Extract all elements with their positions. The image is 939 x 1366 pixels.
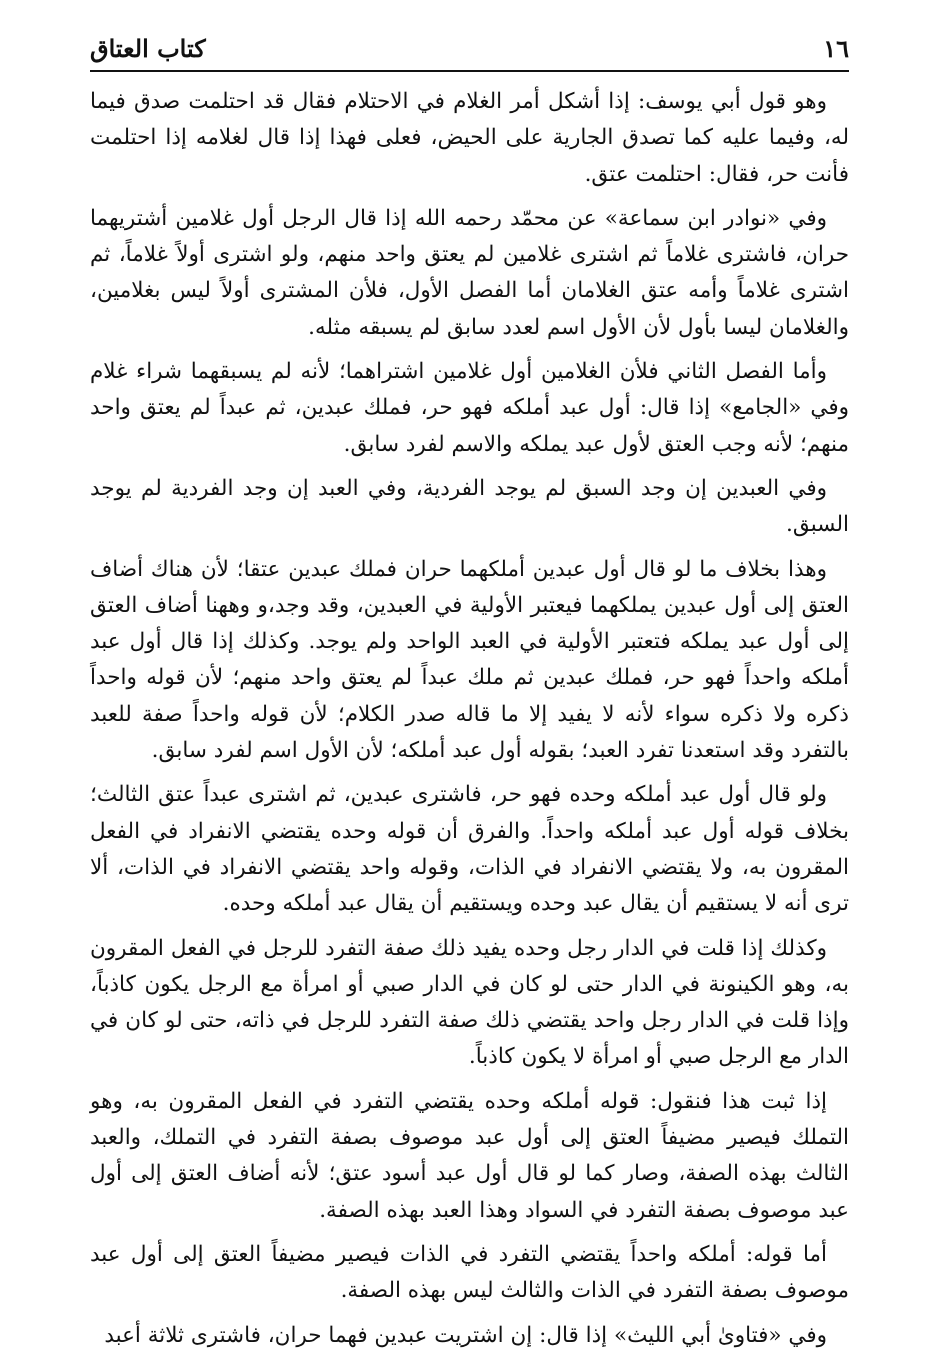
running-head <box>90 30 849 72</box>
paragraph: وهو قول أبي يوسف: إذا أشكل أمر الغلام في الاحتلام فقال قد احتلمت صدق فيما له، وفيما عليه كما تصدق الجارية على الحيض، فعلى فهذا إذا قال لغلامه إذا احتلمت فأنت حر، فقال: احتلمت عتق. <box>90 89 849 187</box>
paragraph: وفي «نوادر ابن سماعة» عن محمّد رحمه الله إذا قال الرجل أول غلامين أشتريهما حران، فاشترى غلاماً ثم اشترى غلامين لم يعتق واحد منهم، ولو اشترى أولاً غلاماً، ثم اشترى غلاماً وأمه عتق الغلامان أما الفصل الأول، فلأن المشترى أولاً ليس بغلامين، والغلامان ليسا بأول لأن الأول اسم لعدد سابق لم يسبقه مثله. <box>90 205 849 340</box>
paragraph: وفي العبدين إن وجد السبق لم يوجد الفردية، وفي العبد إن وجد الفردية لم يوجد السبق. <box>90 475 849 538</box>
paragraph: أما قوله: أملكه واحداً يقتضي التفرد في الذات فيصير مضيفاً العتق إلى أول عبد موصوف بصفة التفرد في الذات والثالث ليس بهذه الصفة. <box>90 1241 849 1304</box>
body-text <box>90 84 849 1362</box>
paragraph: وكذلك إذا قلت في الدار رجل وحده يفيد ذلك صفة التفرد للرجل في الفعل المقرون به، وهو الكينونة في الدار حتى لو كان في الدار صبي أو امرأة مع الرجل يكون كاذباً، وإذا قلت في الدار رجل واحد يقتضي ذلك صفة التفرد للرجل في ذاته، حتى لو كان في الدار مع الرجل صبي أو امرأة لا يكون كاذباً. <box>90 935 849 1070</box>
paragraph: وفي «فتاوىٰ أبي الليث» إذا قال: إن اشتريت عبدين فهما حران، فاشترى ثلاثة أعبد <box>104 1322 827 1348</box>
page-number: ١٦ <box>823 34 849 63</box>
paragraph: ولو قال أول عبد أملكه وحده فهو حر، فاشترى عبدين، ثم اشترى عبداً عتق الثالث؛ بخلاف قوله أول عبد أملكه واحداً. والفرق أن قوله وحده يقتضي الانفراد في الفعل المقرون به، ولا يقتضي الانفراد في الذات، وقوله واحد يقتضي الانفراد في الذات، ألا ترى أنه لا يستقيم أن يقال عبد وحده ويستقيم أن يقال عبد أملكه وحده. <box>90 782 849 917</box>
paragraph: إذا ثبت هذا فنقول: قوله أملكه وحده يقتضي التفرد في الفعل المقرون به، وهو التملك فيصير مضيفاً العتق إلى أول عبد موصوف بصفة التفرد في التملك، والعبد الثالث بهذه الصفة، وصار كما لو قال أول عبد أسود عتق؛ لأنه أضاف العتق إلى أول عبد موصوف بصفة التفرد في السواد وهذا العبد بهذه الصفة. <box>90 1088 849 1223</box>
paragraph: وهذا بخلاف ما لو قال أول عبدين أملكهما حران فملك عبدين عتقا؛ لأن هناك أضاف العتق إلى أول عبدين يملكهما فيعتبر الأولية في العبدين، وقد وجد،و وههنا أضاف العتق إلى أول عبد يملكه فتعتبر الأولية في العبد الواحد ولم يوجد. وكذلك إذا قال أول عبد أملكه واحداً فهو حر، فملك عبدين ثم ملك عبداً لم يعتق واحد منهم؛ لأن قوله واحداً ذكره ولا ذكره سواء لأنه لا يفيد إلا ما قاله صدر الكلام؛ لأن قوله واحداً صفة للعبد بالتفرد وقد استعدنا تفرد العبد؛ بقوله أول عبد أملكه؛ لأن الأول اسم لفرد سابق. <box>90 556 849 764</box>
book-title: كتاب العتاق <box>90 34 206 63</box>
paragraph: وأما الفصل الثاني فلأن الغلامين أول غلامين اشتراهما؛ لأنه لم يسبقهما شراء غلام وفي «الجامع» إذا قال: أول عبد أملكه فهو حر، فملك عبدين، ثم عبداً لم يعتق واحد منهم؛ لأنه وجب العتق لأول عبد يملكه والاسم لفرد سابق. <box>90 359 849 457</box>
